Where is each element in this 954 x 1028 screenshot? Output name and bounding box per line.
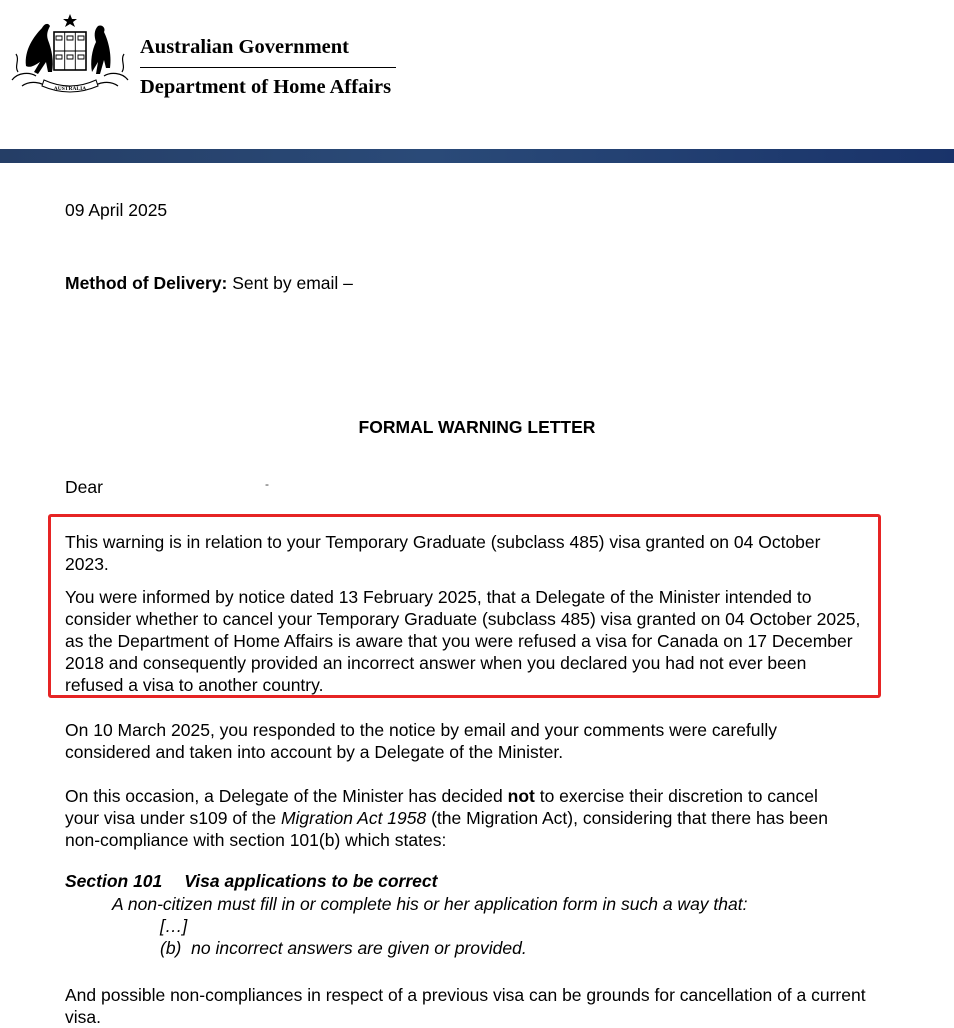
section-item-label: (b) xyxy=(160,938,182,958)
section-item xyxy=(160,938,527,959)
header-divider xyxy=(140,67,396,68)
paragraph-response: On 10 March 2025, you responded to the notice by email and your comments were carefully considered and taken into account by a Delegate of the Minister. xyxy=(65,720,778,762)
salutation: Dear xyxy=(65,477,103,497)
section-item-text: no incorrect answers are given or provided. xyxy=(191,938,527,958)
decision-text-a: On this occasion, a Delegate of the Minister has decided xyxy=(65,786,508,806)
department-name: Department of Home Affairs xyxy=(140,76,392,98)
delivery-method xyxy=(65,272,353,294)
paragraph-closing: And possible non-compliances in respect of a previous visa can be grounds for cancellation of a current visa. xyxy=(65,985,866,1027)
letter-date: 09 April 2025 xyxy=(65,200,168,220)
paragraph-notice: You were informed by notice dated 13 February 2025, that a Delegate of the Minister intended to consider whether to cancel your Temporary Graduate (subclass 485) visa granted on 04 October 2025, as the Department of Home Affairs is aware that you were refused a visa for Canada on 17 December 2018 and consequently provided an incorrect answer when you declared you had not ever been refused a visa to another country. xyxy=(65,587,861,695)
coat-of-arms-logo xyxy=(8,10,132,102)
decision-text-bold: not xyxy=(507,786,535,806)
paragraph-warning: This warning is in relation to your Temporary Graduate (subclass 485) visa granted on 04 October 2023. xyxy=(65,532,821,574)
delivery-label: Method of Delivery: xyxy=(65,273,228,293)
delivery-value: Sent by email – xyxy=(227,273,353,293)
section-body: A non-citizen must fill in or complete his or her application form in such a way that: xyxy=(112,894,748,914)
header-band xyxy=(0,149,954,163)
section-ellipsis: […] xyxy=(160,916,188,936)
section-heading xyxy=(65,871,437,892)
decision-text-c: (the Migration Act), considering that there has been non-compliance with section 101(b) which states: xyxy=(65,808,828,850)
paragraph-decision xyxy=(65,785,855,851)
section-number: Section 101 xyxy=(65,871,163,891)
section-title: Visa applications to be correct xyxy=(184,871,438,891)
letter-title: FORMAL WARNING LETTER xyxy=(358,417,596,437)
decision-text-b: to exercise their discretion to cancel your visa under s109 of the xyxy=(65,786,818,828)
crest-motto: AUSTRALIA xyxy=(53,86,87,92)
government-name: Australian Government xyxy=(140,36,349,58)
act-name: Migration Act 1958 xyxy=(280,808,427,828)
redacted-name-dash: - xyxy=(265,477,269,491)
